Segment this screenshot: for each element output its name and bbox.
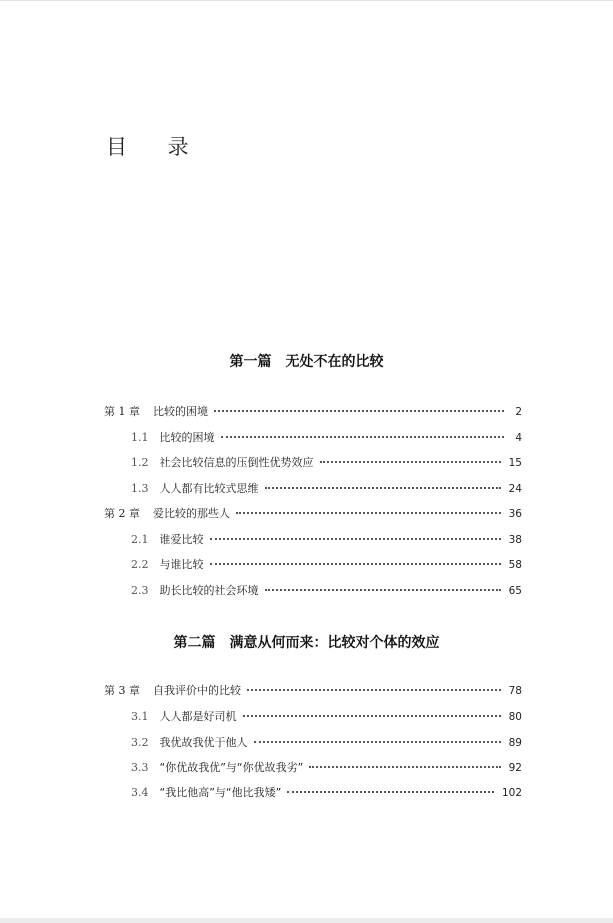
page-number: 2: [515, 406, 522, 418]
page-number: 38: [508, 534, 522, 546]
bottom-edge: [0, 918, 613, 923]
toc-section[interactable]: [131, 482, 522, 496]
section-number: 3.2: [131, 736, 149, 749]
toc-section[interactable]: [131, 431, 522, 445]
toc-chapter[interactable]: [104, 507, 522, 521]
dot-leader: [265, 487, 501, 489]
entry-label: 我优故我优于他人: [159, 736, 248, 749]
page-number: 92: [508, 762, 522, 774]
toc-section[interactable]: [131, 584, 522, 598]
chapter-number: 第 2 章: [104, 507, 140, 520]
section-number: 3.3: [131, 761, 149, 774]
section-number: 3.1: [131, 710, 149, 723]
dot-leader: [309, 766, 500, 768]
page-title: 目 录: [106, 135, 206, 159]
dot-leader: [236, 512, 501, 514]
page-number: 80: [508, 711, 522, 723]
toc-section[interactable]: [131, 786, 522, 800]
page-number: 24: [508, 483, 522, 495]
dot-leader: [210, 563, 501, 565]
entry-label: 人人都有比较式思维: [159, 482, 259, 495]
entry-label: 与谁比较: [159, 558, 204, 571]
page-number: 102: [501, 787, 522, 799]
toc-chapter[interactable]: [104, 684, 522, 698]
page-number: 65: [508, 585, 522, 597]
page-number: 89: [508, 737, 522, 749]
toc-section[interactable]: [131, 533, 522, 547]
toc-section[interactable]: [131, 736, 522, 750]
entry-label: 自我评价中的比较: [153, 684, 241, 697]
toc-section[interactable]: [131, 456, 522, 470]
chapter-number: 第 1 章: [104, 405, 140, 418]
section-number: 3.4: [131, 786, 149, 799]
page-number: 15: [508, 457, 522, 469]
page-number: 36: [508, 508, 522, 520]
page-number: 78: [508, 685, 522, 697]
page-number: 4: [515, 432, 522, 444]
page-number: 58: [508, 559, 522, 571]
entry-label: 比较的困境: [159, 431, 215, 444]
dot-leader: [243, 715, 501, 717]
chapter-number: 第 3 章: [104, 684, 140, 697]
section-number: 2.2: [131, 558, 149, 571]
part-title-1: 第一篇 无处不在的比较: [229, 354, 384, 370]
part-title-2: 第二篇 满意从何而来：比较对个体的效应: [173, 635, 440, 651]
section-number: 2.3: [131, 584, 149, 597]
toc-section[interactable]: [131, 558, 522, 572]
entry-label: 比较的困境: [153, 405, 208, 418]
dot-leader: [265, 589, 501, 591]
toc-chapter[interactable]: [104, 405, 522, 419]
dot-leader: [287, 791, 494, 793]
entry-label: 人人都是好司机: [159, 710, 237, 723]
dot-leader: [210, 538, 501, 540]
toc-section[interactable]: [131, 761, 522, 775]
dot-leader: [247, 689, 501, 691]
entry-label: “你优故我优”与“你优故我劣”: [159, 761, 304, 774]
section-number: 1.1: [131, 431, 149, 444]
entry-label: 爱比较的那些人: [153, 507, 230, 520]
entry-label: 社会比较信息的压倒性优势效应: [159, 456, 314, 469]
top-divider: [0, 0, 613, 1]
toc-section[interactable]: [131, 710, 522, 724]
entry-label: “我比他高”与“他比我矮”: [159, 786, 282, 799]
section-number: 1.3: [131, 482, 149, 495]
dot-leader: [320, 461, 501, 463]
section-number: 1.2: [131, 456, 149, 469]
dot-leader: [221, 436, 505, 438]
entry-label: 助长比较的社会环境: [159, 584, 259, 597]
section-number: 2.1: [131, 533, 149, 546]
entry-label: 谁爱比较: [159, 533, 204, 546]
dot-leader: [254, 741, 501, 743]
dot-leader: [214, 410, 504, 412]
